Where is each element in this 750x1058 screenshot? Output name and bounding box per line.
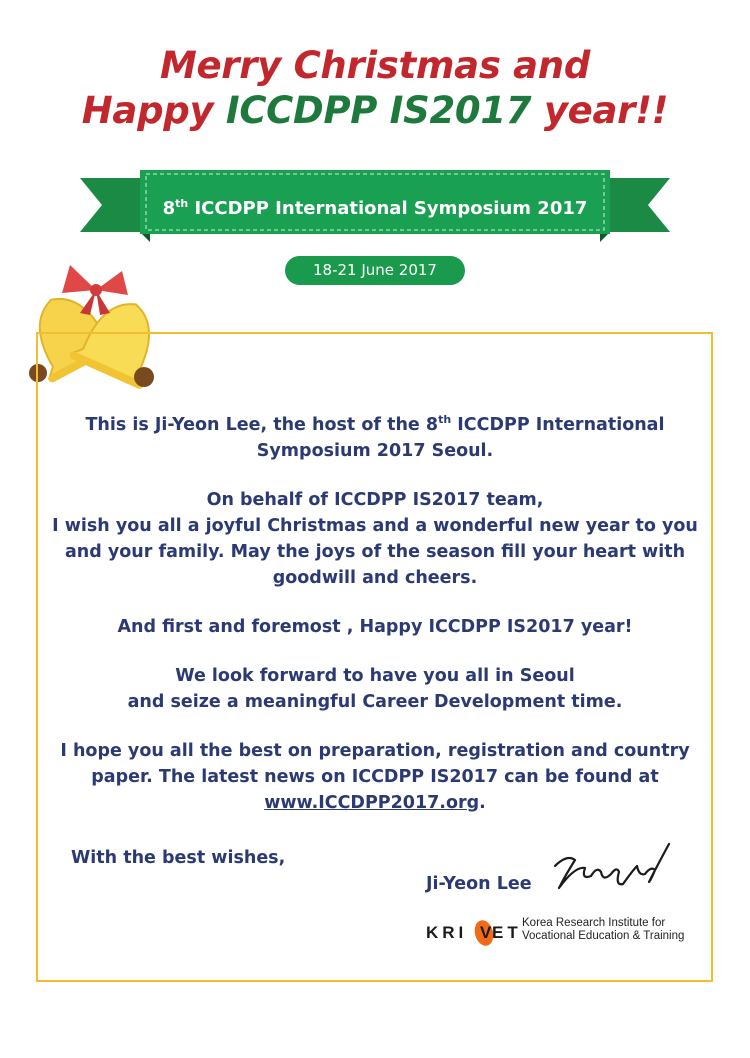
letter-news-text: I hope you all the best on preparation, registration and country paper. The latest news on ICCDPP IS2017 can be found at [60,741,690,787]
ribbon-right-tail [600,178,670,232]
letter-closing: With the best wishes, [71,848,286,868]
letter-seoul-line2: and seize a meaningful Career Development time. [127,692,623,712]
svg-text:KRI: KRI [426,923,468,942]
letter-body [40,412,710,839]
date-badge: 18-21 June 2017 [285,256,465,285]
greeting-line2-prefix: Happy [81,89,226,132]
svg-text:ET: ET [492,923,522,942]
greeting-title-line1 [0,44,750,88]
banner-title [140,184,610,224]
organization-name-line2: Vocational Education & Training [522,930,685,942]
letter-news-period: . [479,793,486,813]
krivet-logo [426,916,522,948]
greeting-line1-text: Merry Christmas and [159,44,591,87]
letter-intro [40,412,710,464]
letter-paragraph-seoul [40,663,710,715]
greeting-line2-suffix: year!! [531,89,669,132]
organization-name-line1: Korea Research Institute for [522,917,666,929]
letter-intro-sup: th [438,413,452,427]
letter-paragraph-news [40,738,710,816]
letter-team-line: On behalf of ICCDPP IS2017 team, [206,490,544,510]
letter-intro-after: ICCDPP International Symposium 2017 Seoul. [256,415,665,461]
banner-title-text: ICCDPP International Symposium 2017 [188,198,588,219]
signer-name: Ji-Yeon Lee [426,874,532,894]
greeting-title-line2 [0,89,750,133]
letter-seoul-line1: We look forward to have you all in Seoul [175,666,575,686]
handwritten-signature [545,836,675,902]
letter-paragraph-wishes [40,487,710,591]
svg-text:V: V [480,923,492,942]
organization-name [522,917,684,943]
banner-ordinal-number: 8 [162,198,176,219]
banner-ordinal-suffix: th [175,197,189,210]
letter-happy-year: And first and foremost , Happy ICCDPP IS2017 year! [117,617,633,637]
letter-intro-before: This is Ji-Yeon Lee, the host of the 8 [85,415,439,435]
greeting-line2-highlight: ICCDPP IS2017 [225,89,532,132]
letter-wishes-text: I wish you all a joyful Christmas and a wonderful new year to you and your family. May the joys of the season fill your heart with goodwill and cheers. [52,516,698,588]
website-link[interactable]: www.ICCDPP2017.org [264,793,480,813]
